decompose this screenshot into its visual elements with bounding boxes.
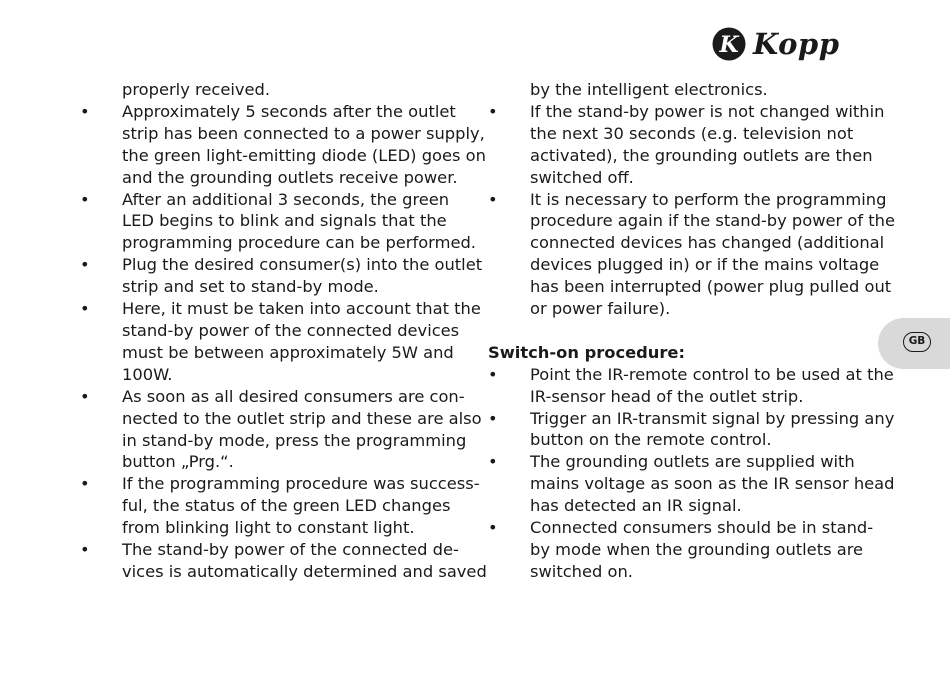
text-line: It is necessary to perform the programming — [530, 189, 887, 209]
left-column — [80, 79, 487, 583]
text-line: the green light-emitting diode (LED) goes on — [122, 145, 486, 165]
text-line: If the programming procedure was success- — [122, 474, 480, 494]
text-line: has detected an IR signal. — [530, 496, 742, 516]
text-line: ful, the status of the green LED changes — [122, 496, 451, 516]
text-line: or power failure). — [530, 299, 671, 319]
bullet-icon: • — [488, 408, 498, 428]
text-line: devices plugged in) or if the mains voltage — [530, 255, 880, 275]
language-badge: GB — [903, 332, 931, 352]
text-line: switched off. — [530, 167, 634, 187]
section-heading: Switch-on procedure: — [488, 342, 685, 362]
text-line: by mode when the grounding outlets are — [530, 540, 864, 560]
list-item — [488, 364, 894, 408]
text-line: Connected consumers should be in stand- — [530, 518, 874, 538]
text-line: switched on. — [530, 561, 633, 581]
text-line: button „Prg.“. — [122, 452, 234, 472]
text-line: Point the IR-remote control to be used at the — [530, 364, 894, 384]
text-line: from blinking light to constant light. — [122, 518, 415, 538]
text-line: Plug the desired consumer(s) into the outlet — [122, 255, 483, 275]
bullet-icon: • — [80, 189, 90, 209]
text-line: strip has been connected to a power supply, — [122, 123, 485, 143]
list-item — [80, 254, 483, 298]
text-line: The stand-by power of the connected de- — [122, 540, 459, 560]
text-line: Approximately 5 seconds after the outlet — [122, 101, 456, 121]
continuation-text — [488, 79, 878, 101]
text-line: activated), the grounding outlets are then — [530, 145, 873, 165]
text-line: procedure again if the stand-by power of the — [530, 211, 896, 231]
bullet-icon: • — [80, 540, 90, 560]
list-item — [80, 386, 482, 474]
bullet-icon: • — [488, 364, 498, 384]
bullet-icon: • — [488, 101, 498, 121]
logo-mark-letter: K — [719, 32, 739, 58]
bullet-icon: • — [80, 101, 90, 121]
bullet-icon: • — [80, 386, 90, 406]
list-item — [80, 473, 480, 539]
text-line: As soon as all desired consumers are con- — [122, 386, 465, 406]
brand-logo — [711, 26, 871, 62]
text-line: by the intelligent electronics. — [530, 80, 768, 99]
list-item — [488, 101, 885, 189]
text-line: must be between approximately 5W and — [122, 342, 454, 362]
list-item — [488, 517, 878, 583]
text-line: LED begins to blink and signals that the — [122, 211, 447, 231]
text-line: has been interrupted (power plug pulled out — [530, 277, 892, 297]
continuation-text — [80, 79, 470, 101]
text-line: the next 30 seconds (e.g. television not — [530, 123, 854, 143]
bullet-icon: • — [488, 518, 498, 538]
text-line: vices is automatically determined and saved — [122, 561, 487, 581]
spacer — [488, 320, 878, 342]
text-line: strip and set to stand-by mode. — [122, 277, 379, 297]
list-item — [488, 408, 895, 452]
text-line: nected to the outlet strip and these are also — [122, 408, 482, 428]
list-item — [488, 451, 895, 517]
kopp-logo-icon — [711, 26, 747, 62]
text-line: and the grounding outlets receive power. — [122, 167, 458, 187]
list-item — [80, 189, 476, 255]
list-item — [80, 101, 486, 189]
text-line: After an additional 3 seconds, the green — [122, 189, 450, 209]
text-line: in stand-by mode, press the programming — [122, 430, 467, 450]
list-item — [80, 298, 481, 386]
text-line: 100W. — [122, 364, 173, 384]
text-line: programming procedure can be performed. — [122, 233, 476, 253]
language-tab — [878, 318, 950, 369]
text-line: Trigger an IR-transmit signal by pressing any — [530, 408, 895, 428]
text-line: button on the remote control. — [530, 430, 772, 450]
bullet-icon: • — [488, 189, 498, 209]
text-line: Here, it must be taken into account that the — [122, 299, 481, 319]
logo-wordmark: Kopp — [753, 27, 840, 61]
text-line: stand-by power of the connected devices — [122, 320, 460, 340]
list-item — [488, 189, 896, 320]
text-line: mains voltage as soon as the IR sensor head — [530, 474, 895, 494]
bullet-icon: • — [80, 474, 90, 494]
text-line: properly received. — [122, 80, 271, 99]
bullet-icon: • — [488, 452, 498, 472]
right-column — [488, 79, 896, 583]
bullet-icon: • — [80, 299, 90, 319]
text-line: connected devices has changed (additional — [530, 233, 885, 253]
text-line: The grounding outlets are supplied with — [530, 452, 855, 472]
bullet-icon: • — [80, 255, 90, 275]
text-line: If the stand-by power is not changed within — [530, 101, 885, 121]
text-line: IR-sensor head of the outlet strip. — [530, 386, 804, 406]
list-item — [80, 539, 487, 583]
